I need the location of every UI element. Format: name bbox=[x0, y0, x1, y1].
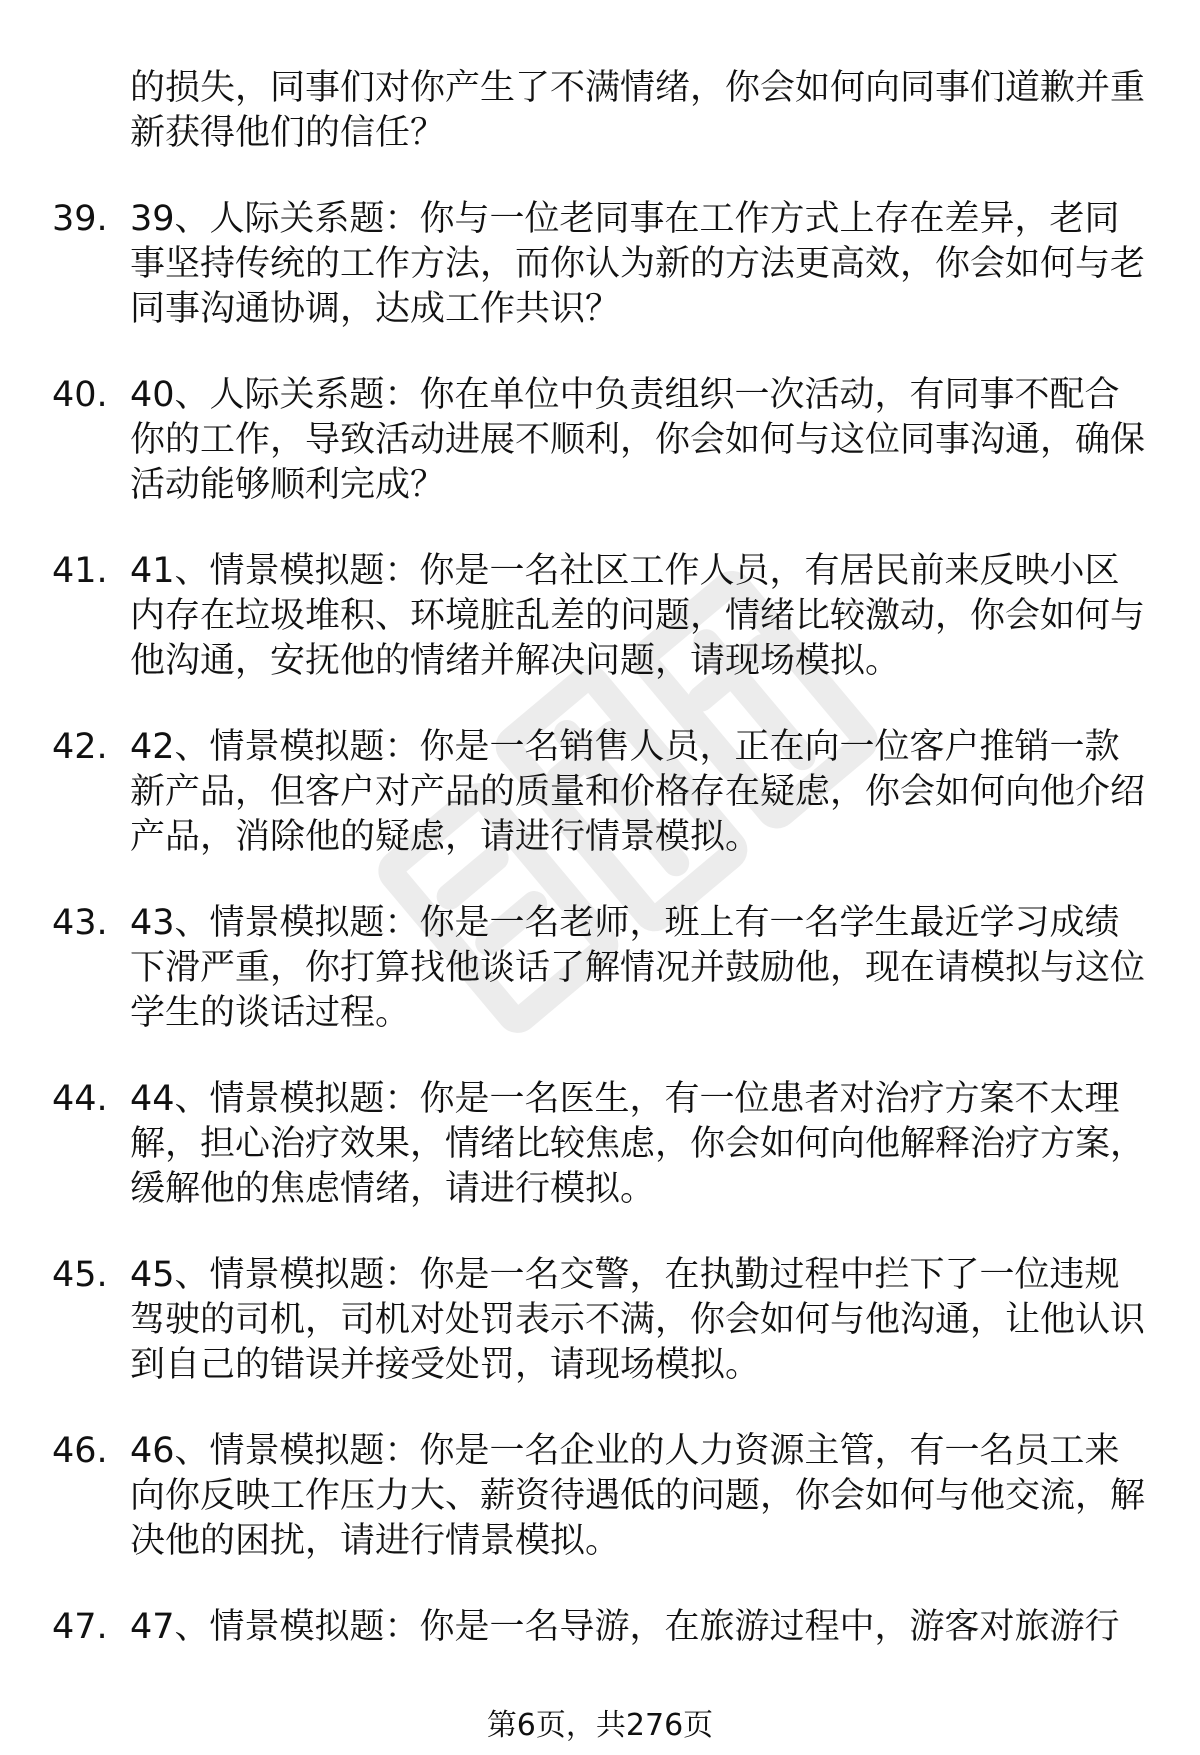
list-item bbox=[0, 725, 1200, 860]
list-item-text: 的损失，同事们对你产生了不满情绪，你会如何向同事们道歉并重新获得他们的信任？ bbox=[130, 68, 1146, 153]
list-item-text: 40、人际关系题：你在单位中负责组织一次活动，有同事不配合你的工作，导致活动进展不顺利，你会如何与这位同事沟通，确保活动能够顺利完成？ bbox=[130, 375, 1146, 505]
question-list bbox=[0, 66, 1200, 1691]
list-item-number: 42. bbox=[52, 727, 108, 767]
list-item bbox=[0, 1605, 1200, 1650]
list-item-number: 45. bbox=[52, 1255, 108, 1295]
list-item-continuation bbox=[0, 66, 1200, 156]
list-item bbox=[0, 1253, 1200, 1388]
list-item-text: 45、情景模拟题：你是一名交警，在执勤过程中拦下了一位违规驾驶的司机，司机对处罚表示不满，你会如何与他沟通，让他认识到自己的错误并接受处罚，请现场模拟。 bbox=[130, 1255, 1146, 1385]
list-item-number: 47. bbox=[52, 1607, 108, 1647]
page-number-footer: 第6页，共276页 bbox=[486, 1708, 714, 1743]
list-item-text: 46、情景模拟题：你是一名企业的人力资源主管，有一名员工来向你反映工作压力大、薪资待遇低的问题，你会如何与他交流，解决他的困扰，请进行情景模拟。 bbox=[130, 1431, 1146, 1561]
list-item bbox=[0, 373, 1200, 508]
list-item bbox=[0, 549, 1200, 684]
list-item-number: 40. bbox=[52, 375, 108, 415]
list-item-text: 47、情景模拟题：你是一名导游，在旅游过程中，游客对旅游行 bbox=[130, 1607, 1120, 1647]
list-item bbox=[0, 901, 1200, 1036]
list-item-text: 43、情景模拟题：你是一名老师，班上有一名学生最近学习成绩下滑严重，你打算找他谈话了解情况并鼓励他，现在请模拟与这位学生的谈话过程。 bbox=[130, 903, 1146, 1033]
list-item-number: 43. bbox=[52, 903, 108, 943]
list-item bbox=[0, 1077, 1200, 1212]
list-item-number: 39. bbox=[52, 199, 108, 239]
list-item-text: 39、人际关系题：你与一位老同事在工作方式上存在差异，老同事坚持传统的工作方法，而你认为新的方法更高效，你会如何与老同事沟通协调，达成工作共识？ bbox=[130, 199, 1146, 329]
list-item-number: 41. bbox=[52, 551, 108, 591]
list-item-text: 42、情景模拟题：你是一名销售人员，正在向一位客户推销一款新产品，但客户对产品的质量和价格存在疑虑，你会如何向他介绍产品，消除他的疑虑，请进行情景模拟。 bbox=[130, 727, 1146, 857]
list-item-text: 41、情景模拟题：你是一名社区工作人员，有居民前来反映小区内存在垃圾堆积、环境脏乱差的问题，情绪比较激动，你会如何与他沟通，安抚他的情绪并解决问题，请现场模拟。 bbox=[130, 551, 1146, 681]
list-item-text: 44、情景模拟题：你是一名医生，有一位患者对治疗方案不太理解，担心治疗效果，情绪比较焦虑，你会如何向他解释治疗方案，缓解他的焦虑情绪，请进行模拟。 bbox=[130, 1079, 1146, 1209]
list-item-number: 46. bbox=[52, 1431, 108, 1471]
list-item bbox=[0, 197, 1200, 332]
list-item-number: 44. bbox=[52, 1079, 108, 1119]
list-item bbox=[0, 1429, 1200, 1564]
